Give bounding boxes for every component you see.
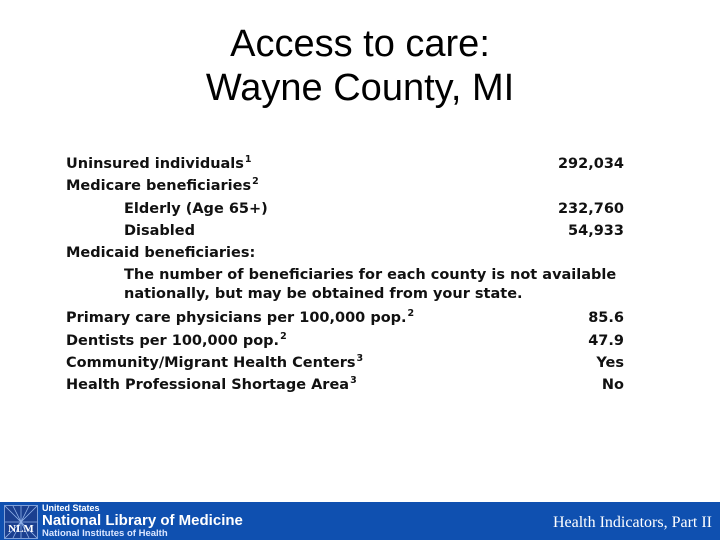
label-chc: Community/Migrant Health Centers	[66, 355, 356, 372]
value-chc: Yes	[596, 355, 624, 372]
row-dentists	[66, 330, 624, 352]
title-line-2: Wayne County, MI	[205, 67, 515, 109]
svg-text:NLM: NLM	[8, 523, 34, 535]
label-primary-care: Primary care physicians per 100,000 pop.	[66, 310, 407, 327]
medicaid-note	[66, 264, 624, 307]
footnote-hpsa: 3	[350, 375, 357, 387]
value-dentists: 47.9	[588, 332, 624, 349]
row-hpsa	[66, 374, 624, 396]
footnote-medicare: 2	[252, 176, 259, 188]
footnote-primary-care: 2	[407, 308, 415, 320]
label-hpsa: Health Professional Shortage Area	[66, 377, 350, 394]
access-to-care-table	[66, 153, 624, 397]
label-disabled: Disabled	[124, 222, 195, 239]
value-elderly: 232,760	[557, 200, 624, 217]
nlm-logo-text	[42, 503, 243, 539]
row-chc	[66, 352, 624, 374]
medicaid-note-line-1: The number of beneficiaries for each county is not available	[124, 267, 617, 284]
row-medicaid	[66, 242, 624, 264]
label-uninsured: Uninsured individuals	[66, 156, 244, 172]
label-elderly: Elderly (Age 65+)	[124, 200, 268, 217]
nlm-logo-icon	[4, 505, 38, 539]
logo-line-2: National Library of Medicine	[42, 512, 243, 529]
logo-line-3: National Institutes of Health	[42, 528, 168, 539]
row-medicare	[66, 175, 624, 197]
label-dentists: Dentists per 100,000 pop.	[66, 332, 280, 349]
label-medicaid: Medicaid beneficiaries:	[66, 245, 256, 262]
footer-caption: Health Indicators, Part II	[552, 514, 712, 531]
slide-title	[0, 22, 720, 110]
footnote-uninsured: 1	[244, 154, 252, 165]
medicaid-note-line-2: nationally, but may be obtained from your state.	[124, 286, 523, 303]
footnote-dentists: 2	[280, 330, 287, 342]
footer-bar	[0, 502, 720, 540]
footnote-chc: 3	[356, 353, 364, 365]
title-line-1: Access to care:	[230, 23, 490, 65]
logo-line-1: United States	[42, 503, 100, 513]
row-primary-care	[66, 307, 624, 329]
row-uninsured	[66, 153, 624, 175]
value-primary-care: 85.6	[588, 310, 624, 327]
value-hpsa: No	[601, 377, 624, 394]
row-elderly	[66, 198, 624, 220]
label-medicare: Medicare beneficiaries	[66, 178, 252, 195]
value-uninsured: 292,034	[557, 156, 624, 172]
value-disabled: 54,933	[568, 222, 624, 239]
row-disabled	[66, 220, 624, 242]
